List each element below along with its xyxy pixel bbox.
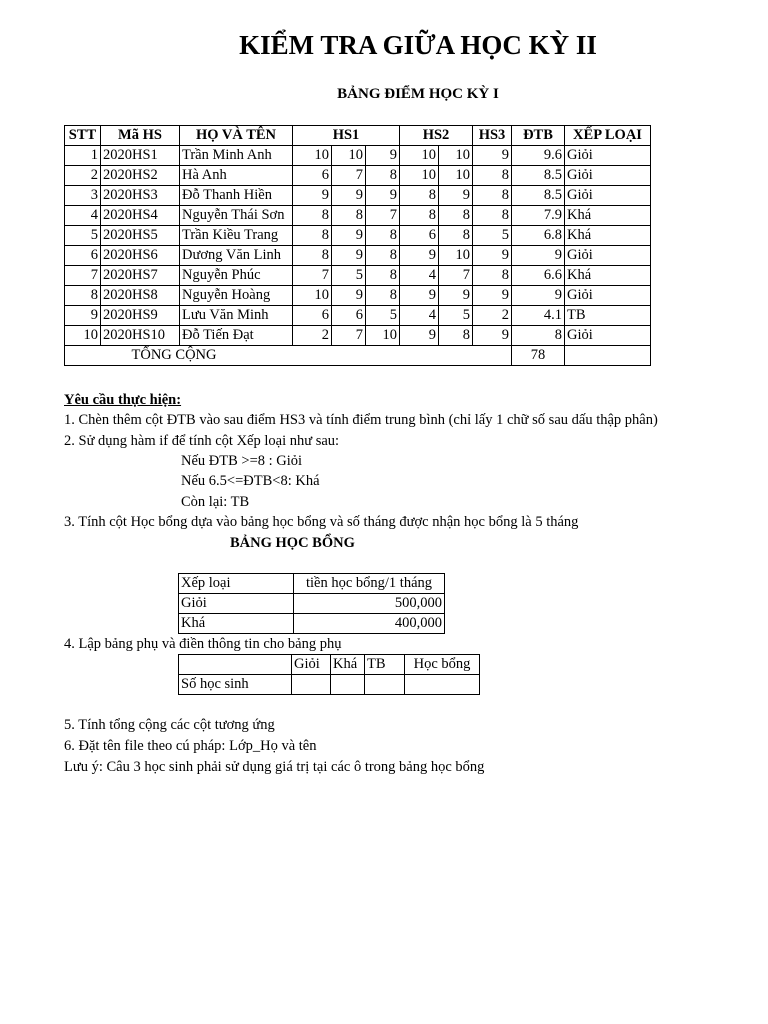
cell-hs2: 7 xyxy=(439,266,473,286)
cell-hs2: 9 xyxy=(400,286,439,306)
cell-dtb: 9 xyxy=(512,286,565,306)
cell-hs1: 7 xyxy=(332,166,366,186)
cell-dtb: 9.6 xyxy=(512,146,565,166)
cell-hs1: 8 xyxy=(366,266,400,286)
cell-ma-hs: 2020HS7 xyxy=(101,266,180,286)
cell-hs1: 9 xyxy=(332,226,366,246)
cell-hs1: 2 xyxy=(293,326,332,346)
cell-hs1: 7 xyxy=(332,326,366,346)
cell-dtb: 8.5 xyxy=(512,166,565,186)
cell-ma-hs: 2020HS3 xyxy=(101,186,180,206)
cell-hs2: 10 xyxy=(400,146,439,166)
requirement-5: 5. Tính tổng cộng các cột tương ứng xyxy=(64,717,275,733)
total-empty-cell xyxy=(565,346,651,366)
aux-header-tb: TB xyxy=(365,655,405,675)
header-dtb: ĐTB xyxy=(512,126,565,146)
aux-cell xyxy=(331,675,365,695)
grade-row xyxy=(65,166,651,186)
cell-hs1: 8 xyxy=(366,246,400,266)
cell-stt: 6 xyxy=(65,246,101,266)
cell-hs1: 8 xyxy=(366,166,400,186)
grade-row xyxy=(65,286,651,306)
requirement-2: 2. Sử dụng hàm if để tính cột Xếp loại như sau: xyxy=(64,433,340,449)
grade-row xyxy=(65,266,651,286)
cell-hs1: 10 xyxy=(366,326,400,346)
cell-xep-loai: Giỏi xyxy=(565,186,651,206)
scholarship-header-type: Xếp loại xyxy=(179,574,294,594)
cell-stt: 3 xyxy=(65,186,101,206)
cell-ho-ten: Đỗ Tiến Đạt xyxy=(180,326,293,346)
cell-hs2: 10 xyxy=(439,246,473,266)
cell-stt: 9 xyxy=(65,306,101,326)
cell-hs2: 5 xyxy=(439,306,473,326)
requirement-1: 1. Chèn thêm cột ĐTB vào sau điểm HS3 và tính điểm trung bình (chỉ lấy 1 chữ số sau dấu thập phân) xyxy=(64,412,658,428)
scholarship-type-cell: Khá xyxy=(179,614,294,634)
cell-dtb: 6.6 xyxy=(512,266,565,286)
cell-ho-ten: Đỗ Thanh Hiền xyxy=(180,186,293,206)
scholarship-row xyxy=(179,614,445,634)
cell-hs3: 8 xyxy=(473,266,512,286)
cell-ho-ten: Trần Kiều Trang xyxy=(180,226,293,246)
cell-hs1: 8 xyxy=(366,226,400,246)
requirements-heading xyxy=(64,390,668,410)
cell-hs1: 8 xyxy=(366,286,400,306)
total-row xyxy=(65,346,651,366)
cell-hs2: 9 xyxy=(400,326,439,346)
cell-ma-hs: 2020HS5 xyxy=(101,226,180,246)
cell-hs1: 9 xyxy=(332,186,366,206)
cell-hs3: 5 xyxy=(473,226,512,246)
cell-stt: 4 xyxy=(65,206,101,226)
cell-xep-loai: Giỏi xyxy=(565,166,651,186)
cell-hs3: 9 xyxy=(473,286,512,306)
grade-row xyxy=(65,306,651,326)
rule-gioi: Nếu ĐTB >=8 : Giỏi xyxy=(181,453,303,469)
aux-cell xyxy=(292,675,331,695)
document-title: KIỂM TRA GIỮA HỌC KỲ II xyxy=(239,30,597,60)
aux-row xyxy=(179,675,480,695)
aux-cell xyxy=(365,675,405,695)
cell-ma-hs: 2020HS1 xyxy=(101,146,180,166)
cell-hs2: 8 xyxy=(400,186,439,206)
cell-dtb: 7.9 xyxy=(512,206,565,226)
cell-hs1: 9 xyxy=(366,146,400,166)
cell-ma-hs: 2020HS6 xyxy=(101,246,180,266)
total-value: 78 xyxy=(512,346,565,366)
cell-hs2: 10 xyxy=(400,166,439,186)
cell-stt: 5 xyxy=(65,226,101,246)
aux-row-label: Số học sinh xyxy=(179,675,292,695)
scholarship-table xyxy=(178,573,445,634)
cell-ho-ten: Dương Văn Linh xyxy=(180,246,293,266)
grade-row xyxy=(65,186,651,206)
cell-xep-loai: Giỏi xyxy=(565,146,651,166)
cell-hs1: 6 xyxy=(293,306,332,326)
cell-hs1: 7 xyxy=(293,266,332,286)
header-hs3: HS3 xyxy=(473,126,512,146)
cell-dtb: 4.1 xyxy=(512,306,565,326)
cell-hs1: 10 xyxy=(293,146,332,166)
cell-stt: 8 xyxy=(65,286,101,306)
cell-hs3: 9 xyxy=(473,246,512,266)
cell-dtb: 9 xyxy=(512,246,565,266)
header-xep-loai: XẾP LOẠI xyxy=(565,126,651,146)
cell-ho-ten: Nguyễn Phúc xyxy=(180,266,293,286)
cell-hs1: 8 xyxy=(293,206,332,226)
requirement-4: 4. Lập bảng phụ và điền thông tin cho bảng phụ xyxy=(64,636,342,652)
aux-header-gioi: Giỏi xyxy=(292,655,331,675)
cell-hs3: 9 xyxy=(473,326,512,346)
cell-hs3: 9 xyxy=(473,146,512,166)
cell-hs1: 9 xyxy=(366,186,400,206)
cell-ho-ten: Nguyễn Hoàng xyxy=(180,286,293,306)
cell-hs1: 9 xyxy=(332,286,366,306)
scholarship-type-cell: Giỏi xyxy=(179,594,294,614)
cell-hs1: 8 xyxy=(293,246,332,266)
cell-ho-ten: Nguyễn Thái Sơn xyxy=(180,206,293,226)
cell-ma-hs: 2020HS9 xyxy=(101,306,180,326)
rule-kha: Nếu 6.5<=ĐTB<8: Khá xyxy=(181,473,320,489)
cell-stt: 10 xyxy=(65,326,101,346)
cell-hs3: 2 xyxy=(473,306,512,326)
cell-hs1: 9 xyxy=(332,246,366,266)
header-ho-ten: HỌ VÀ TÊN xyxy=(180,126,293,146)
scholarship-header-amount: tiền học bổng/1 tháng xyxy=(294,574,445,594)
aux-header-row xyxy=(179,655,480,675)
cell-hs2: 6 xyxy=(400,226,439,246)
cell-hs2: 8 xyxy=(439,326,473,346)
cell-hs3: 8 xyxy=(473,186,512,206)
grade-row xyxy=(65,206,651,226)
cell-xep-loai: Khá xyxy=(565,206,651,226)
cell-hs1: 6 xyxy=(293,166,332,186)
cell-hs2: 8 xyxy=(439,226,473,246)
header-hs2: HS2 xyxy=(400,126,473,146)
cell-xep-loai: Giỏi xyxy=(565,326,651,346)
cell-hs1: 10 xyxy=(332,146,366,166)
grades-table-title: BẢNG ĐIỂM HỌC KỲ I xyxy=(337,86,499,102)
scholarship-row xyxy=(179,594,445,614)
cell-ma-hs: 2020HS8 xyxy=(101,286,180,306)
grades-table xyxy=(64,125,651,366)
cell-hs3: 8 xyxy=(473,206,512,226)
header-stt: STT xyxy=(65,126,101,146)
cell-hs2: 9 xyxy=(439,286,473,306)
total-label: TỔNG CỘNG xyxy=(65,346,512,366)
cell-hs1: 10 xyxy=(293,286,332,306)
cell-hs1: 5 xyxy=(366,306,400,326)
grade-row xyxy=(65,226,651,246)
cell-stt: 1 xyxy=(65,146,101,166)
requirement-3: 3. Tính cột Học bổng dựa vào bảng học bổng và số tháng được nhận học bổng là 5 tháng xyxy=(64,514,579,530)
note: Lưu ý: Câu 3 học sinh phải sử dụng giá trị tại các ô trong bảng học bổng xyxy=(64,759,485,775)
cell-xep-loai: Giỏi xyxy=(565,246,651,266)
cell-hs2: 10 xyxy=(439,146,473,166)
aux-empty-cell xyxy=(179,655,292,675)
grade-row xyxy=(65,146,651,166)
cell-ma-hs: 2020HS2 xyxy=(101,166,180,186)
aux-table xyxy=(178,654,480,695)
grade-row xyxy=(65,246,651,266)
cell-dtb: 8 xyxy=(512,326,565,346)
cell-stt: 2 xyxy=(65,166,101,186)
cell-hs2: 9 xyxy=(439,186,473,206)
cell-ma-hs: 2020HS10 xyxy=(101,326,180,346)
grade-row xyxy=(65,326,651,346)
cell-hs1: 6 xyxy=(332,306,366,326)
cell-ho-ten: Lưu Văn Minh xyxy=(180,306,293,326)
cell-xep-loai: Khá xyxy=(565,266,651,286)
cell-hs2: 4 xyxy=(400,306,439,326)
cell-hs1: 8 xyxy=(332,206,366,226)
cell-hs1: 7 xyxy=(366,206,400,226)
cell-dtb: 8.5 xyxy=(512,186,565,206)
cell-hs1: 8 xyxy=(293,226,332,246)
aux-header-kha: Khá xyxy=(331,655,365,675)
scholarship-amount-cell: 400,000 xyxy=(294,614,445,634)
cell-hs2: 9 xyxy=(400,246,439,266)
cell-xep-loai: Giỏi xyxy=(565,286,651,306)
requirements-heading-text: Yêu cầu thực hiện: xyxy=(64,392,182,408)
cell-ho-ten: Trần Minh Anh xyxy=(180,146,293,166)
header-hs1: HS1 xyxy=(293,126,400,146)
aux-header-hoc-bong: Học bổng xyxy=(405,655,480,675)
cell-ho-ten: Hà Anh xyxy=(180,166,293,186)
cell-hs3: 8 xyxy=(473,166,512,186)
cell-stt: 7 xyxy=(65,266,101,286)
cell-xep-loai: Khá xyxy=(565,226,651,246)
cell-hs1: 5 xyxy=(332,266,366,286)
cell-xep-loai: TB xyxy=(565,306,651,326)
cell-hs2: 4 xyxy=(400,266,439,286)
cell-hs1: 9 xyxy=(293,186,332,206)
cell-ma-hs: 2020HS4 xyxy=(101,206,180,226)
scholarship-header-row xyxy=(179,574,445,594)
cell-hs2: 10 xyxy=(439,166,473,186)
scholarship-table-title: BẢNG HỌC BỔNG xyxy=(230,535,355,551)
aux-cell xyxy=(405,675,480,695)
cell-hs2: 8 xyxy=(439,206,473,226)
cell-dtb: 6.8 xyxy=(512,226,565,246)
cell-hs2: 8 xyxy=(400,206,439,226)
requirement-6: 6. Đặt tên file theo cú pháp: Lớp_Họ và tên xyxy=(64,738,317,754)
grades-header-row xyxy=(65,126,651,146)
rule-tb: Còn lại: TB xyxy=(181,494,250,510)
header-ma-hs: Mã HS xyxy=(101,126,180,146)
scholarship-amount-cell: 500,000 xyxy=(294,594,445,614)
